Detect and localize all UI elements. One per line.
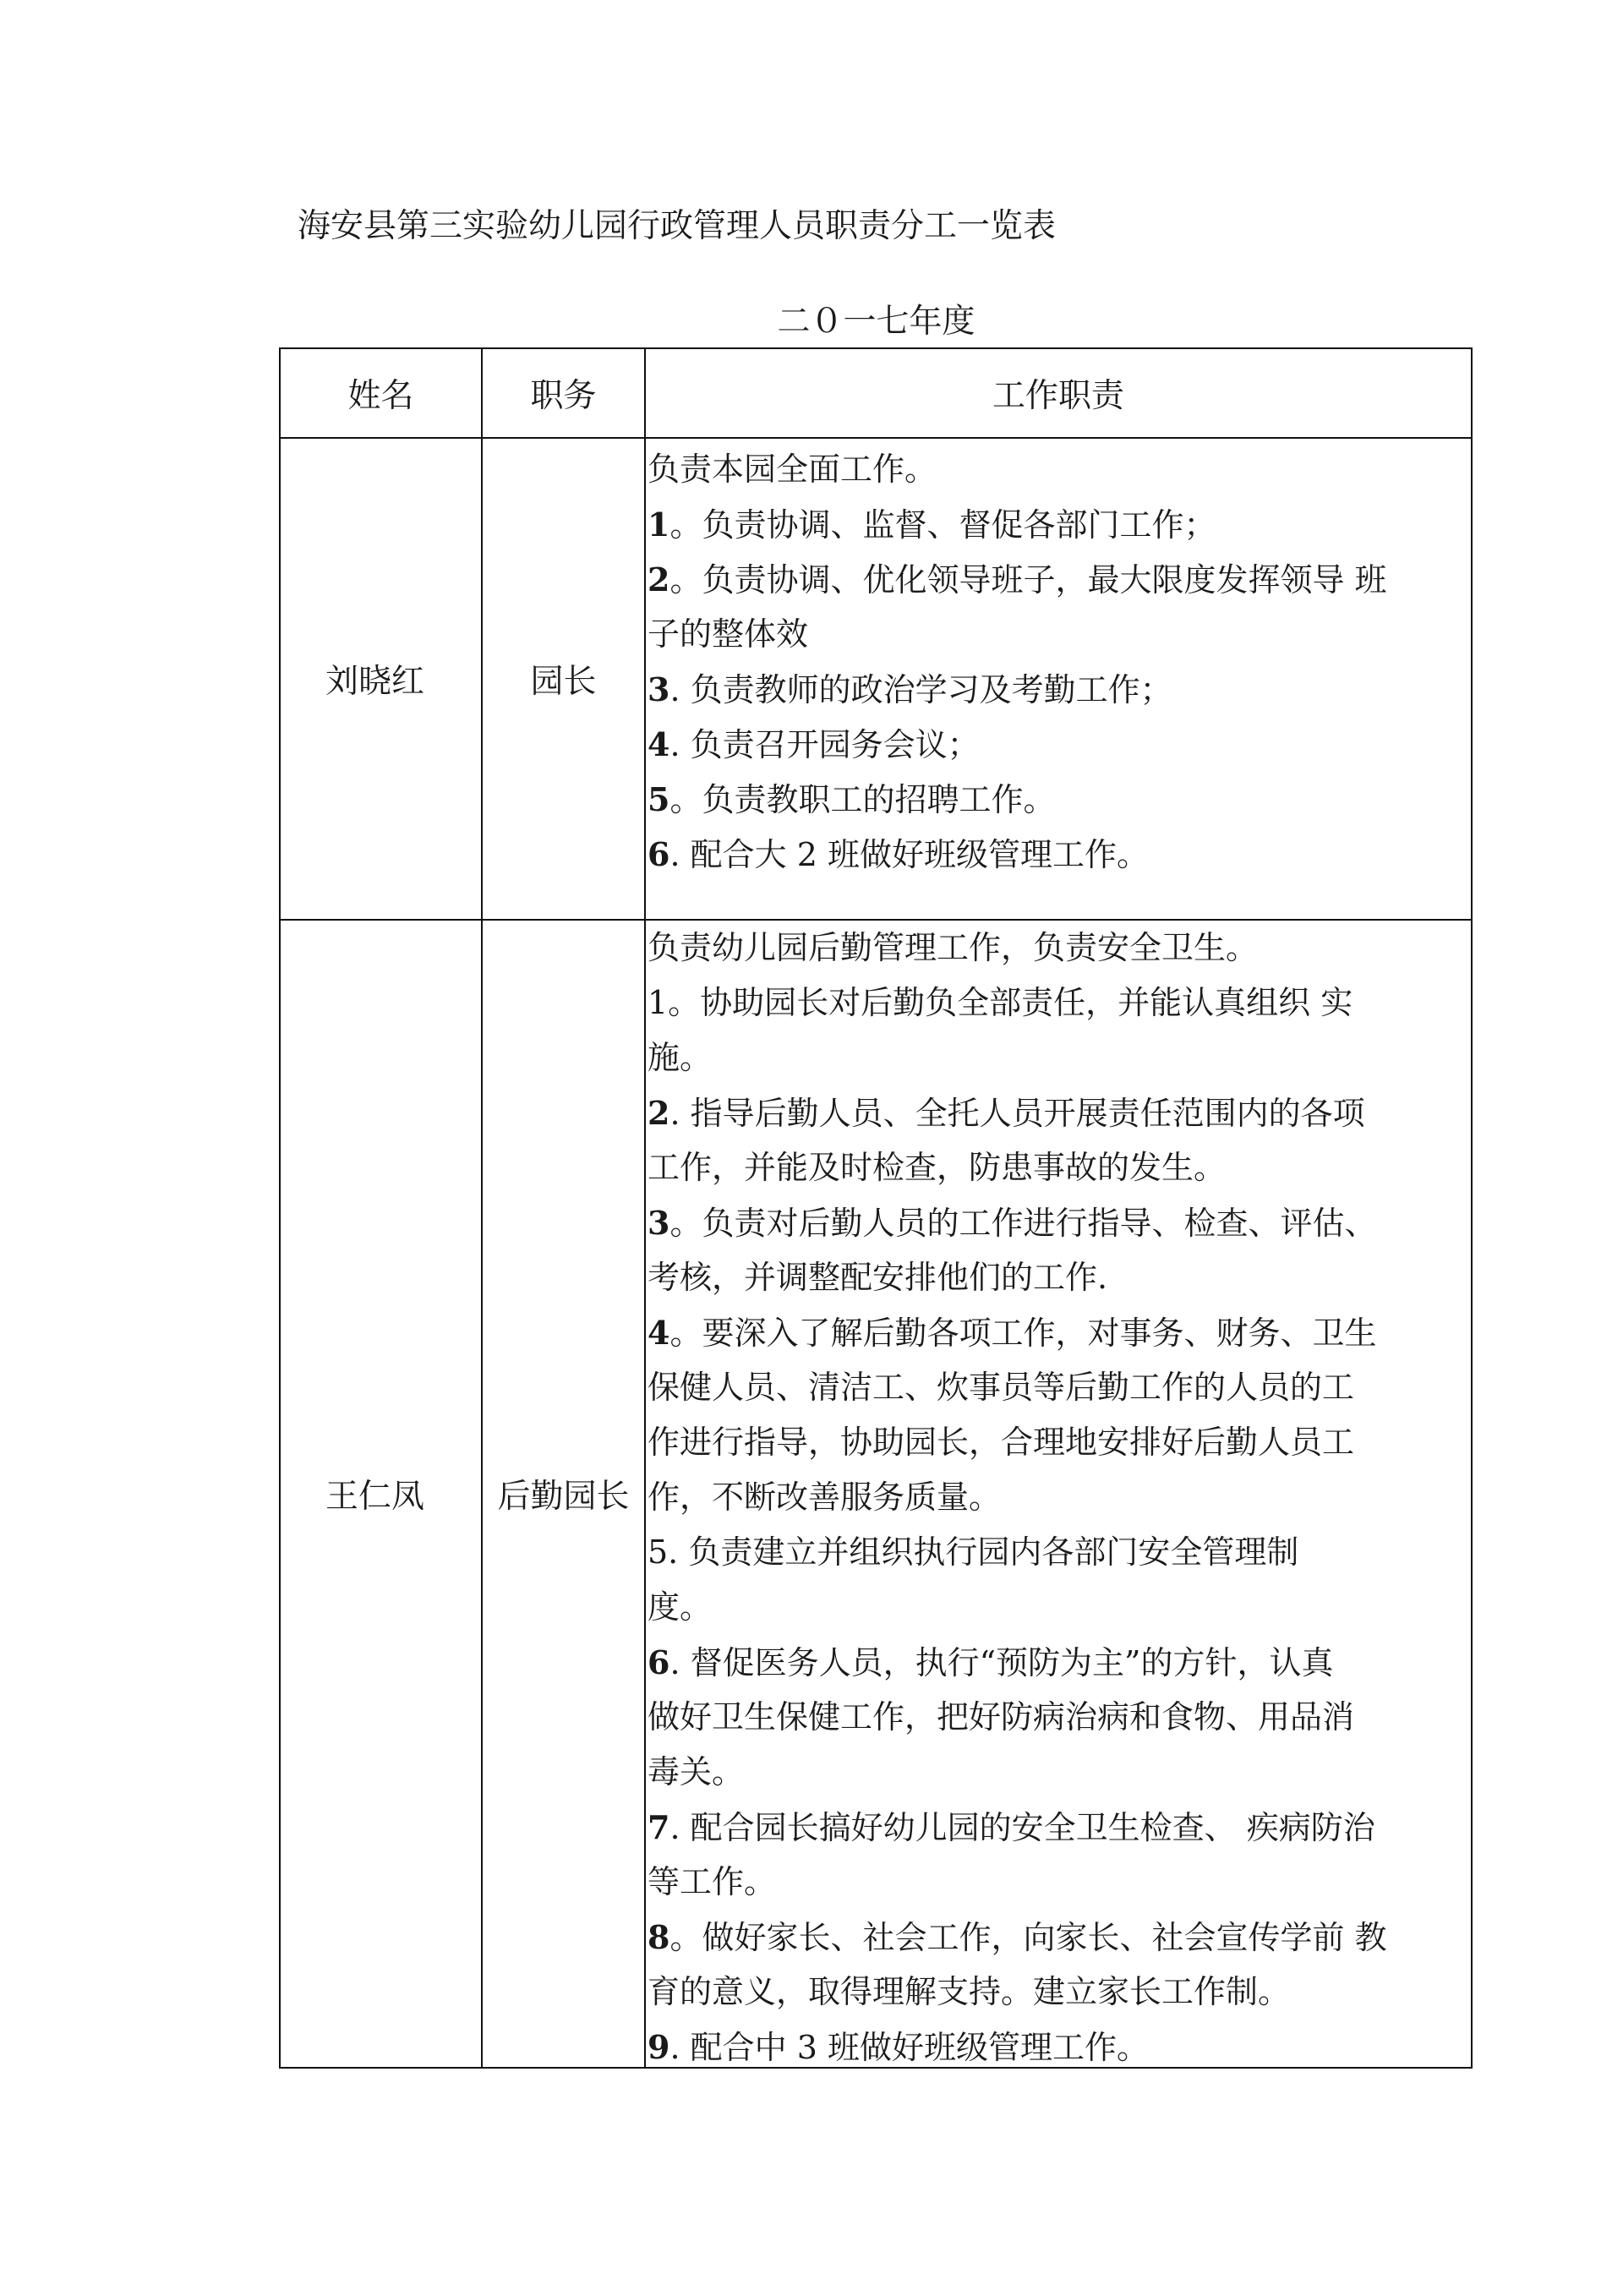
duty-text: . 配合园长搞好幼儿园的安全卫生检查、 疾病防治 [669,1809,1375,1846]
row-1-name-cell [281,439,481,919]
duty-line [648,1965,1467,2020]
duty-text: . 负责召开园务会议； [669,726,980,763]
row-1-name: 刘晓红 [325,663,424,701]
header-position: 职务 [530,377,597,415]
duty-text: 。负责协调、监督、督促各部门工作； [669,506,1216,544]
header-duties-cell [646,349,1471,437]
row-2-position-cell [483,921,644,2067]
duty-text: 作，不断改善服务质量。 [648,1479,1002,1516]
duty-line [648,1690,1467,1745]
duty-line [648,1195,1467,1250]
duty-text: 施。 [648,1039,713,1076]
document-title: 海安县第三实验幼儿园行政管理人员职责分工一览表 [298,207,1057,245]
duty-text: 。负责协调、优化领导班子，最大限度发挥领导 班 [669,561,1387,599]
duty-number: 4 [648,1314,670,1352]
duty-text: 。要深入了解后勤各项工作，对事务、财务、卫生 [669,1315,1377,1352]
duty-text: 工作，并能及时检查，防患事故的发生。 [648,1149,1227,1186]
duty-line [648,1250,1467,1305]
duty-line [648,976,1467,1030]
duty-line [648,1415,1467,1470]
duty-line [648,2020,1467,2067]
duty-line [648,1745,1467,1800]
duty-line [648,1855,1467,1910]
duty-line [648,1635,1467,1690]
duty-number: 2 [648,560,670,599]
duty-text: 做好卫生保健工作，把好防病治病和食物、用品消 [648,1698,1355,1736]
duty-text: 5. 负责建立并组织执行园内各部门安全管理制 [648,1533,1299,1571]
duty-text: 毒关。 [648,1753,745,1790]
duty-line [648,1525,1467,1580]
header-duties: 工作职责 [992,377,1124,415]
duty-text: 子的整体效 [648,615,809,653]
duty-text: . 配合中 3 班做好班级管理工作。 [669,2029,1149,2066]
duty-line [648,1360,1467,1415]
row-1-duties-cell [646,439,1471,919]
header-name: 姓名 [347,377,414,415]
duty-text: 1。协助园长对后勤负全部责任，并能认真组织 实 [648,984,1353,1021]
document-subtitle: 二０一七年度 [777,303,975,341]
duty-text: 。负责对后勤人员的工作进行指导、检查、评估、 [669,1205,1377,1242]
duty-line [648,497,1467,552]
duty-number: 3 [648,1204,670,1242]
duty-number: 5 [648,780,670,818]
duty-line [648,1305,1467,1360]
row-1-position: 园长 [530,663,597,701]
row-1-position-cell [483,439,644,919]
duty-number: 1 [648,506,670,544]
duty-line [648,552,1467,607]
duty-text: 作进行指导，协助园长，合理地安排好后勤人员工 [648,1424,1355,1461]
duty-line [648,1030,1467,1085]
duty-text: 负责幼儿园后勤管理工作，负责安全卫生。 [648,929,1259,966]
duty-line [648,662,1467,717]
duty-number: 7 [648,1808,670,1846]
duty-line [648,717,1467,772]
row-2-name: 王仁凤 [325,1478,424,1516]
header-name-cell [281,349,481,437]
duty-line [648,1470,1467,1525]
duty-line [648,772,1467,827]
duty-number: 3 [648,670,670,708]
duty-line [648,607,1467,662]
duty-line [648,1085,1467,1140]
duty-number: 6 [648,1643,670,1681]
duty-line [648,1580,1467,1635]
duty-text: 度。 [648,1588,713,1626]
duty-text: 。负责教职工的招聘工作。 [669,781,1056,818]
duty-number: 8 [648,1918,670,1956]
duty-text: . 配合大 2 班做好班级管理工作。 [669,836,1149,873]
duty-text: 考核，并调整配安排他们的工作. [648,1259,1108,1296]
row-2-name-cell [281,921,481,2067]
duty-line [648,827,1467,882]
duty-text: 保健人员、清洁工、炊事员等后勤工作的人员的工 [648,1369,1355,1406]
duty-text: . 指导后勤人员、全托人员开展责任范围内的各项 [669,1095,1365,1132]
duty-line [648,1800,1467,1855]
duty-text: 育的意义，取得理解支持。建立家长工作制。 [648,1973,1291,2010]
row-2-position: 后勤园长 [497,1478,630,1516]
duty-line [648,921,1467,976]
duty-line [648,1140,1467,1195]
duty-text: . 负责教师的政治学习及考勤工作； [669,671,1172,708]
row-2-duties-cell [646,921,1471,2067]
duty-text: 。做好家长、社会工作，向家长、社会宣传学前 教 [669,1919,1387,1956]
duty-line [648,1910,1467,1965]
duty-text: . 督促医务人员，执行“预防为主”的方针，认真 [669,1644,1334,1681]
duty-text: 负责本园全面工作。 [648,451,937,488]
header-position-cell [483,349,644,437]
duty-number: 6 [648,835,670,873]
duty-text: 等工作。 [648,1863,777,1900]
duty-number: 9 [648,2028,670,2066]
duty-table [279,347,1473,2069]
duty-line [648,442,1467,497]
duty-number: 4 [648,725,670,763]
duty-number: 2 [648,1094,670,1132]
